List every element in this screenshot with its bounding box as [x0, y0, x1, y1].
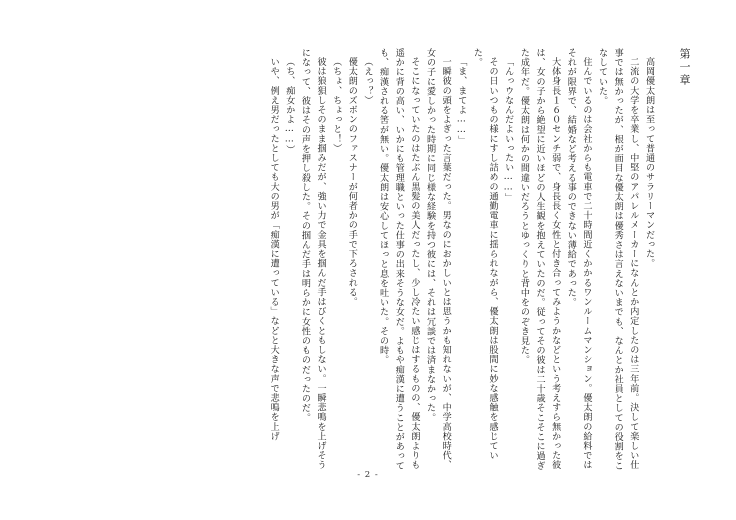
- paragraph: （えっ？）: [362, 57, 373, 106]
- paragraph: いや、例え男だったとしても大の男が「痴漢に遭っている」などと大きな声で悲鳴を上げ: [268, 57, 279, 442]
- chapter-heading: 第一章: [678, 48, 691, 87]
- paragraph: その日いつもの様にすし詰めの通勤電車に揺られながら、優太朗は股間に妙な感触を感じていた。: [471, 48, 498, 461]
- paragraph: （ち、痴女かよ……）: [284, 57, 295, 155]
- body-text-column: [265, 48, 656, 478]
- paragraph: 「ま、まてよ……」: [456, 57, 467, 146]
- paragraph: 一瞬彼の頭をよぎった言葉だった。男なのにおかしいとは思うかも知れないが、中学高校時代、女の子に愛しかった時期に同じ様な経験を持つ彼には、それは冗談では済まなかった。: [425, 48, 451, 470]
- paragraph: 二流の大学を卒業し、中堅のアパレルメーカーになんとか内定したのは三年前。決して楽しい仕事では無かったが、根が面目な優太朗は優秀さは言えないまでも、なんとか社員としての役割をこなしていた。: [597, 48, 639, 471]
- paragraph: 彼は狼狽しそのまま掴みだが、強い力で金具を掴んだ手はびくともしない。一瞬悲鳴を上げそうになって、彼はその声を押し殺した。その掴んだ手は明らかに女性のものだったのだ。: [299, 48, 326, 470]
- paragraph: （ちょ、ちょっと！）: [331, 57, 342, 154]
- paragraph: そこになっていたのはたぶん黒髪の美人だったし、少し冷たい感じはするものの、優太朗よりも遥かに背の高い、いかにも管理職といった仕事の出来そうな女だ。よもや痴漢に遭うことがあっても、痴漢される筈が無い。優太朗は安心してほっと息を吐いた。その時。: [378, 48, 420, 471]
- paragraph: 住んでいるのは会社からも電車で二十時間近くかかるワンルームマンション。優太朗の給料ではそれが限界で、結婚など考える事のできない薄給であった。: [565, 48, 592, 470]
- page-content-area: [36, 26, 700, 494]
- page-number: - 2 -: [357, 470, 379, 480]
- paragraph: 大体身長１６０センチ弱で、身長長く女性と付き合ってみようかなどという考えすら無かった彼は、女の子から絶望に近いほどの人生観を抱えていたのだ。従ってその彼は二十歳そこそこに過ぎた成年だ。優太朗は何かの間違いだろうとゆっくりと背中をのぞき見た。: [518, 48, 561, 471]
- paragraph: 「んっウなんだよいったい……」: [503, 57, 514, 203]
- paragraph: 優太朗のズボンのファスナーが何者かの手で下ろされる。: [346, 57, 357, 307]
- paragraph: 高岡優太朗は至って普通のサラリーマンだった。: [644, 57, 654, 269]
